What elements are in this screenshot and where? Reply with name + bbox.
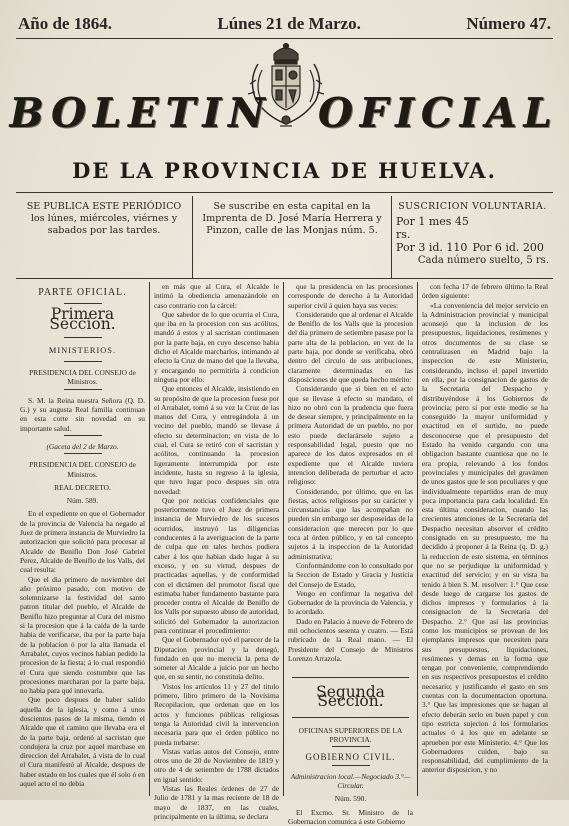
- decree-paragraph: Que el Gobernador oyó el parecer de la Diputacion provincial y la denegó, fundado en que no merecia la pena de someter al Alcalde a juicio por un hecho que, en su sentir, no constituía delito.: [154, 635, 279, 682]
- masthead-rule: [16, 192, 553, 193]
- decree-paragraph: en más que al Cura, el Alcalde le intimó la obediencia amenazándole en caso contrario con la cárcel:: [154, 282, 279, 310]
- gaceta-reference: (Gaceta del 2 de Marzo.: [46, 441, 119, 451]
- decree-paragraph: En el expediente en que el Gobernador de la provincia de Valencia ha negado al Juez de primera instancia de Murviedro la autorizacion que solicitó para procesar al Alcalde de Beniflo Don José Gabriel Perez, Alcalde de Beniflo de los Valls, del cual resulta:: [20, 509, 145, 575]
- decree-paragraph: Considerando que al ordenar el Alcalde de Beniflo de los Valls que la procesion del dia primero de setiembre pasase por la parte alta de la poblacion, en vez de la parte baja, por donde se verificaba, obró dentro del circulo de sus atribuciones, claramente determinadas en las disposiciones de que queda hecho mérito:: [288, 309, 413, 384]
- masthead-left-word: BOLETIN: [10, 90, 273, 137]
- subscription-title: SUSCRICION VOLUNTARIA.: [398, 201, 547, 212]
- decree-paragraph: Vengo en confirmar la negativa del Gobernador de la provincia de Valencia, y lo acordado.: [288, 588, 413, 617]
- primera-seccion-heading: Primera Seccion.: [49, 305, 116, 333]
- decree-number: Núm. 589.: [66, 496, 99, 506]
- decree-paragraph: Considerando, por último, que en las fiestas, actos religiosos por su carácter y circunstancias que las acompañan no pueden sin embargo ser desposeidas de la consideracion que merecen por lo que toca al órden público, y en tal concepto sujetos á la inspeccion de la Autoridad administrativa;: [288, 486, 413, 561]
- price-single-issue: Cada número suelto, 5 rs.: [417, 255, 549, 266]
- price-one-month: Por 1 mes 45 rs.: [396, 215, 469, 241]
- royal-health-notice: S. M. la Reina nuestra Señora (Q. D. G.) y su augusta Real familia continuan en esta corte sin novedad en su importante salud.: [20, 395, 145, 433]
- masthead-subtitle: DE LA PROVINCIA DE HUELVA.: [72, 158, 497, 183]
- decree-paragraph: Vistas las Reales órdenes de 27 de Julio de 1781 y la mas reciente de 18 de mayo de 1837, en las cuales, principalmente en la última, se declara: [154, 784, 279, 821]
- decree-paragraph: Vistos los artículos 11 y 27 del titulo primero, libro primero de la Novísima Recopilacion, que ordenan que en los actos y funciones públicas religiosas tenga la Autoridad civil la intervencion necesaria para que el órden público no pueda turbarse:: [154, 681, 279, 747]
- info-rule: [16, 278, 553, 279]
- header-rule: [16, 38, 553, 39]
- presidencia-heading-2: PRESIDENCIA DEL CONSEJO de Ministros.: [29, 460, 136, 479]
- decree-paragraph: Que entonces el Alcalde, insistiendo en su propósito de que la procesion fuese por el Arrabalet, tomó á su vez la Cruz de las manos del Cura, y entregándola á un vecino del pueblo, mandó se llevase á efecto su determinacion; en vista de lo cual, el Cura se retiró con el sacristan y acólitos, continuando la procesion ligeramente interrumpida por este incidente, hasta su regreso á la iglesia, que tuvo lugar poco despues sin otra novedad:: [154, 384, 279, 496]
- oficinas-heading: OFICINAS SUPERIORES DE LA PROVINCIA.: [298, 725, 403, 745]
- column-4: [418, 282, 552, 796]
- decree-paragraph: Que el dia primero de noviembre del año próximo pasado, con motivo de solemnizarse la festividad del santo patron titular del pueblo, el Alcalde de Beniflo hizo preguntar al Cura del mismo si la procesion que á la caida de la tarde habia de verificarse, iba por la parte baja de la poblacion ó por la alta llamada el Arrabalet, cuyos vecinos habian pedido la procesion de la fiesta; á lo cual respondió el Cura que siendo costumbre que las procesiones marcharan por la parte baja, no habia para qué innovarla.: [20, 574, 145, 696]
- presidencia-heading: PRESIDENCIA DEL CONSEJO de Ministros.: [29, 368, 136, 387]
- decree-paragraph: Vistas varias autos del Consejo, entre otros uno de 20 de Noviembre de 1819 y otro de 4 de setiembre de 1788 dictados en igual sentido:: [154, 746, 279, 784]
- publication-days: SE PUBLICA ESTE PERIÓDICO los lúnes, miércoles, viérnes y sabados por las tardes.: [16, 196, 193, 278]
- circular-paragraph: «La conveniencia del mejor servicio en la Administracion provincial y municipal aconsejó que la inclusion de los presupuestos, liquidaciones, resúmenes y otros documentos de su clase se centralizasen en Madrid bajo la inspeccion de este Ministerio, considerando, incluso el papel invertido en ella, por la consignacion de gastos de la Secretaria del Despacho y distribuyéndose á los Gobiernos de provincia; pero si por este medio se ha conseguido la mayor uniformidad y exactitud en el surtido, no puede desconocerse que el presupuesto del Estado ha venido cargando con una obligacion bastante cuantiosa que no le era propia, relevando á los fondos provinciales y municipales del gravámen de unos gastos que le son peculiares y que individualmente repartidos eran de muy poca importancia para cada localidad. En esta última consideracion, cuando las crecientes atenciones de la Secretaría del Despacho necesitan absorver el crédito consignado en su presupuesto, me ha decidido á proponer á la Reina (q. D. g.) la reduccion de este sistema, en términos que no se perjudique la uniformidad y exactitud del servicio; y en su vista ha tenido á bien S. M. resolver: 1.° Que cese desde luego de cargarse los gastos de dichos impresos y formularios á la consignacion de la Secretaría del Despacho. 2.° Que así las provincias como los municipios se provean de los ejemplares impresos que necesiten para sus presupuestos, liquidaciones, resúmenes y demas en la forma que tengan por conveniente, comprendiendo en sus respectivos presupuestos el crédito necesario; y justificando el gasto en sus cuentas con la documentacion oportuna. 3.° Que las impresiones que se hagan al efecto deberán serlo en buen papel y con tipo estricta sujecion á los formularios actuales ó á los que en adelante se aprueben por este Ministerio. 4.° Que los Gobernadores cuiden, bajo su responsabilidad, del cumplimiento de la anterior disposicion, y no: [422, 300, 548, 775]
- circular-paragraph: El Excmo. Sr. Ministro de la Gobernacion comunica á este Gobierno: [288, 807, 413, 826]
- decree-paragraph: Conformándome con lo consultado por la Seccion de Estado y Gracia y Justicia del Consejo de Estado,: [288, 560, 413, 589]
- issue-year: Año de 1864.: [18, 14, 112, 33]
- price-three-months: Por 3 id. 110: [396, 241, 468, 254]
- masthead-right-word: OFICIAL: [318, 90, 559, 137]
- header-line: [18, 14, 551, 34]
- article-columns: [16, 282, 553, 826]
- administracion-local: Administracion local.—Negociado 3.°—Circular.: [290, 771, 411, 790]
- decree-paragraph: Que por noticias confidenciales que posteriormente tuvo el Juez de primera instancia de Murviedro de los sucesos ocurridos, instruyó las diligencias conducentes á la averiguacion de la parte de culpa que en tales hechos pudiera caber á los que habian dado lugar á su exceso, y en su virtud, despues de practicadas aquellas, y de conformidad con el dictámen del promotor fiscal que estimaba haber fundamento bastante para proceder contra el Alcalde de Beniflo de los Valls por supuesto abuso de autoridad, solicitó del Gobernador la autorizacion para continuar el procedimiento:: [154, 495, 279, 635]
- segunda-seccion-heading: Segunda Seccion.: [316, 683, 385, 711]
- decree-paragraph: Considerando que si bien en el acto que se llevase á efecto su mandato, el hizo no obró con la prudencia que fuera de desear siempre, y principalmente en la primera Autoridad de un pueblo, no por esto puede declarársele sujeto a responsabilidad legal, puesto que no aparece de los datos expresados en el expediente que el Alcalde tuviera intencion deliberada de perturbar el acto religioso:: [288, 384, 413, 487]
- masthead: [10, 90, 559, 137]
- decree-signature: Dado en Palacio á nueve de Febrero de mil ochocientos sesenta y cuatro. — Está rubricado de la Real mano. — El Presidente del Consejo de Ministros Lorenzo Arrazola.: [288, 616, 413, 663]
- issue-date: Lúnes 21 de Marzo.: [217, 14, 361, 33]
- column-2: [150, 282, 284, 821]
- column-3: [284, 282, 418, 826]
- column-1: [16, 282, 150, 796]
- gobierno-civil-heading: GOBIERNO CIVIL.: [305, 752, 396, 763]
- decree-paragraph: Que sabedor de lo que ocurria el Cura, que iba en la procesion con sus acólitos, mandó á estos y al sacristan continuasen por la parte baja, en cuyo descenso habia dicho el Alcalde marcharlos, intimando al efecto la Cruz de mano del que la llevaba, y encargando no permitirla á condicion ninguna por ello:: [154, 309, 279, 384]
- price-six-months: Por 6 id. 200: [472, 241, 544, 254]
- circular-number: Núm. 590.: [334, 794, 367, 804]
- issue-number: Número 47.: [466, 14, 551, 33]
- subscription-prices: [392, 196, 553, 278]
- segunda-seccion-box: [292, 677, 409, 718]
- ministerios-heading: MINISTERIOS.: [48, 345, 117, 355]
- subscription-place: Se suscribe en esta capital en la Imprenta de D. José María Herrera y Pinzon, calle de las Monjas núm. 5.: [193, 196, 392, 278]
- decree-paragraph: que la presidencia en las procesiones corresponde de derecho á la Autoridad superior civil á quien haya sus veces:: [288, 282, 413, 310]
- parte-oficial-heading: PARTE OFICIAL.: [38, 287, 127, 298]
- circular-paragraph: con fecha 17 de febrero último la Real órden siguiente:: [422, 282, 548, 301]
- decree-paragraph: Que poco despues de haber salido aquella de la iglesia, y como á unos doscientos pasos de la misma, tiendo el Alcalde que el camino que llevaba era el de la parte baja, ordenó al sacristan que condujera la cruz por aquel marchase en direccion del Arrabalet, á vista de lo cual el Cura manifestó al Alcalde, despues de haber estado en los cuales que él solo ó en aquel acto el no debia: [20, 695, 145, 789]
- real-decreto-heading: REAL DECRETO.: [54, 482, 111, 492]
- publication-info: [16, 196, 553, 278]
